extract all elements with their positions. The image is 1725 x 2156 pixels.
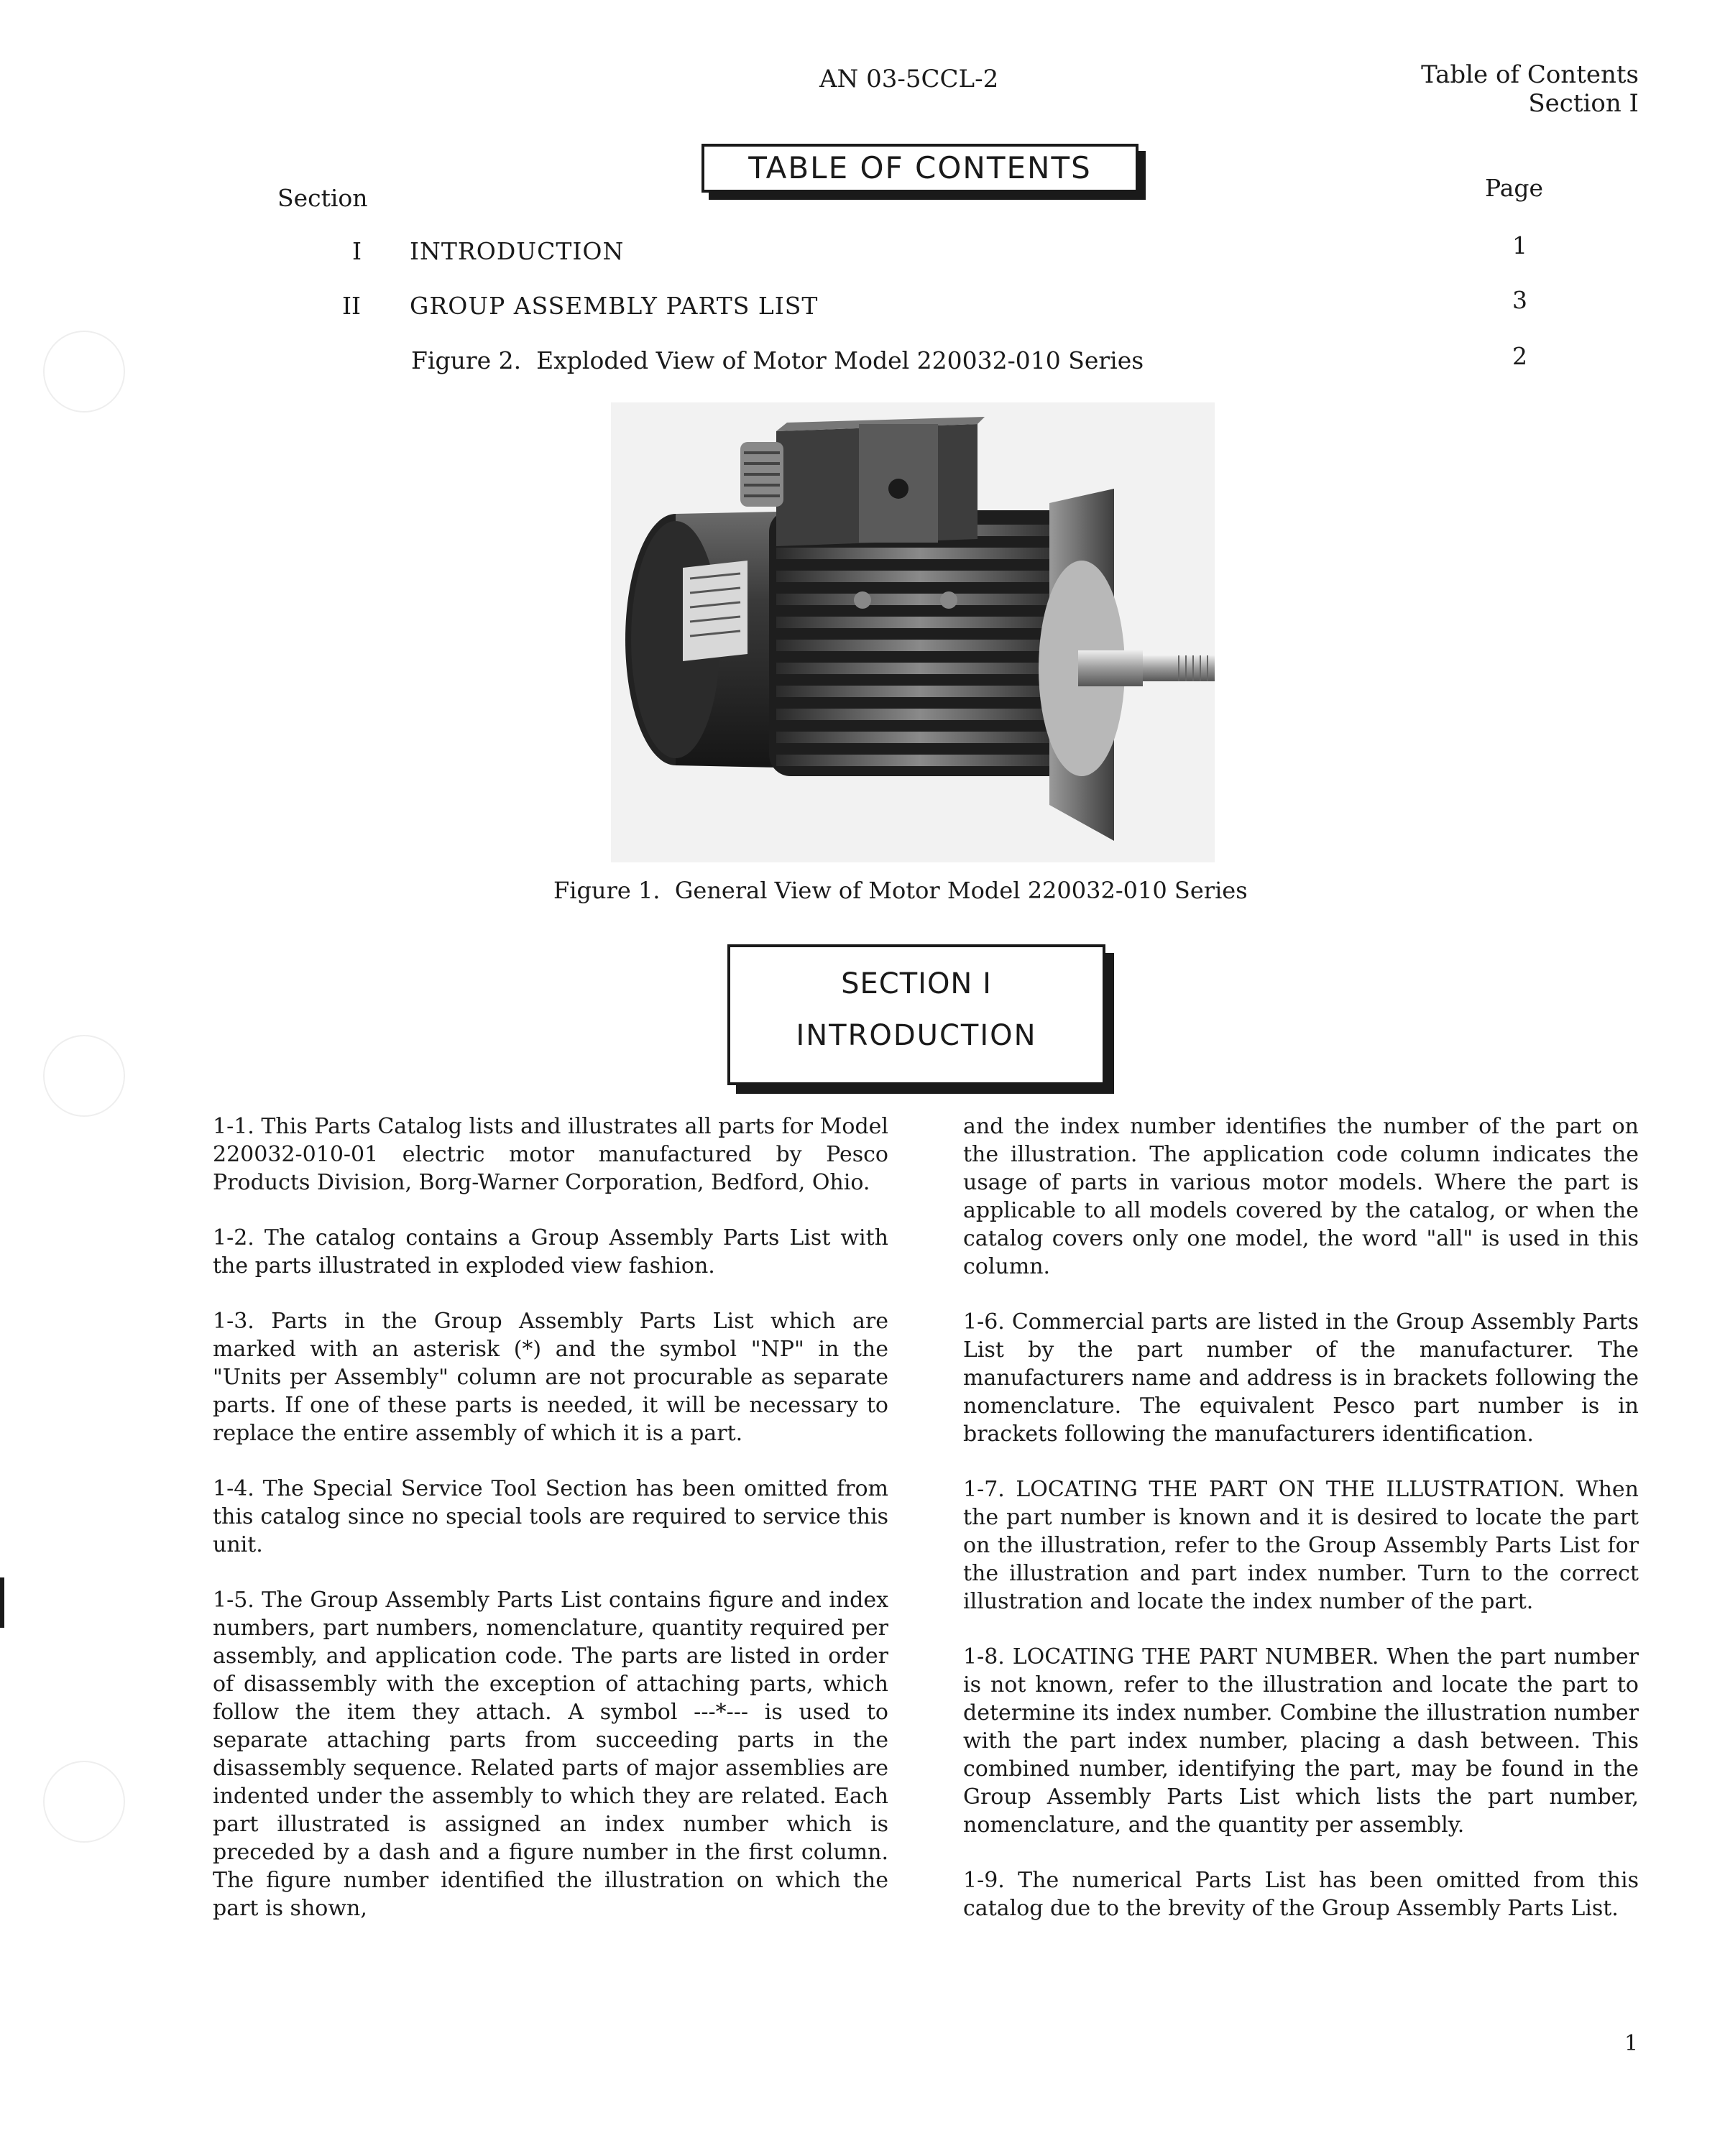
paragraph: and the index number identifies the number of the part on the illustration. The application code column indicates the usage of parts in various motor models. Where the part is applicable to all models covered by the catalog, or when the catalog covers only one model, the word "all" is used in this column. <box>963 1114 1639 1279</box>
section-number: SECTION I <box>841 967 992 1000</box>
punch-hole <box>43 1035 125 1117</box>
paragraph: 1-9. The numerical Parts List has been omitted from this catalog due to the brevity of the Group Assembly Parts List. <box>963 1868 1639 1921</box>
doc-number: AN 03-5CCL-2 <box>819 65 999 93</box>
header-right <box>1421 60 1639 118</box>
right-column <box>963 1112 1639 1950</box>
section-title: INTRODUCTION <box>796 1019 1037 1052</box>
section-heading-box <box>727 944 1105 1085</box>
header-toc-label: Table of Contents <box>1421 60 1639 89</box>
paragraph: 1-8. LOCATING THE PART NUMBER. When the part number is not known, refer to the illustration and locate the part to determine its index number. Combine the illustration number with the part index number, placing a dash between. This combined number, identifying the part, may be found in the Group Assembly Parts List which lists the part number, nomenclature, and the quantity per assembly. <box>963 1644 1639 1838</box>
toc-entry-page: 2 <box>1512 342 1527 370</box>
toc-entry-num: II <box>342 292 362 320</box>
paragraph: 1-5. The Group Assembly Parts List contains figure and index numbers, part numbers, nomenclature, quantity required per assembly, and application code. The parts are listed in order of disassembly with the exception of attaching parts, which follow the item they attach. A symbol ---*--- is used to separate attaching parts from succeeding parts in the disassembly sequence. Related parts of major assemblies are indented under the assembly to which they are related. Each part illustrated is assigned an index number which is preceded by a dash and a figure number in the first column. The figure number identified the illustration on which the part is shown, <box>213 1588 888 1921</box>
toc-entry-figure2[interactable]: Figure 2. Exploded View of Motor Model 220032-010 Series <box>411 346 1144 374</box>
left-column <box>213 1112 888 1950</box>
toc-entry-page: 3 <box>1512 286 1527 314</box>
toc-section-header: Section <box>277 184 368 212</box>
toc-entry-group-assembly[interactable]: GROUP ASSEMBLY PARTS LIST <box>410 292 819 320</box>
toc-entry-num: I <box>352 237 362 265</box>
paragraph: 1-7. LOCATING THE PART ON THE ILLUSTRATION. When the part number is known and it is desired to locate the part on the illustration, refer to the Group Assembly Parts List for the illustration and part index number. Turn to the correct illustration and locate the index number of the part. <box>963 1477 1639 1614</box>
toc-entry-introduction[interactable]: INTRODUCTION <box>410 237 625 265</box>
paragraph: 1-1. This Parts Catalog lists and illustrates all parts for Model 220032-010-01 electric motor manufactured by Pesco Products Division, Borg-Warner Corporation, Bedford, Ohio. <box>213 1114 888 1195</box>
figure1-caption: Figure 1. General View of Motor Model 220032-010 Series <box>553 877 1248 904</box>
page-number: 1 <box>1624 2031 1639 2056</box>
toc-entry-page: 1 <box>1512 231 1527 259</box>
motor-photo <box>611 402 1215 862</box>
toc-page-header: Page <box>1485 174 1544 202</box>
paragraph: 1-6. Commercial parts are listed in the Group Assembly Parts List by the part number of the manufacturer. The manufacturers name and address is in brackets following the nomenclature. The equivalent Pesco part number is in brackets following the manufacturers identification. <box>963 1309 1639 1447</box>
punch-hole <box>43 1761 125 1843</box>
punch-hole <box>43 331 125 413</box>
header-section-label: Section I <box>1528 89 1639 118</box>
paragraph: 1-4. The Special Service Tool Section has been omitted from this catalog since no special tools are required to service this unit. <box>213 1476 888 1557</box>
toc-title: TABLE OF CONTENTS <box>702 144 1138 193</box>
paragraph: 1-2. The catalog contains a Group Assembly Parts List with the parts illustrated in exploded view fashion. <box>213 1225 888 1279</box>
paragraph: 1-3. Parts in the Group Assembly Parts List which are marked with an asterisk (*) and the symbol "NP" in the "Units per Assembly" column are not procurable as separate parts. If one of these parts is needed, it will be necessary to replace the entire assembly of which it is a part. <box>213 1309 888 1446</box>
margin-change-bar <box>0 1577 4 1628</box>
